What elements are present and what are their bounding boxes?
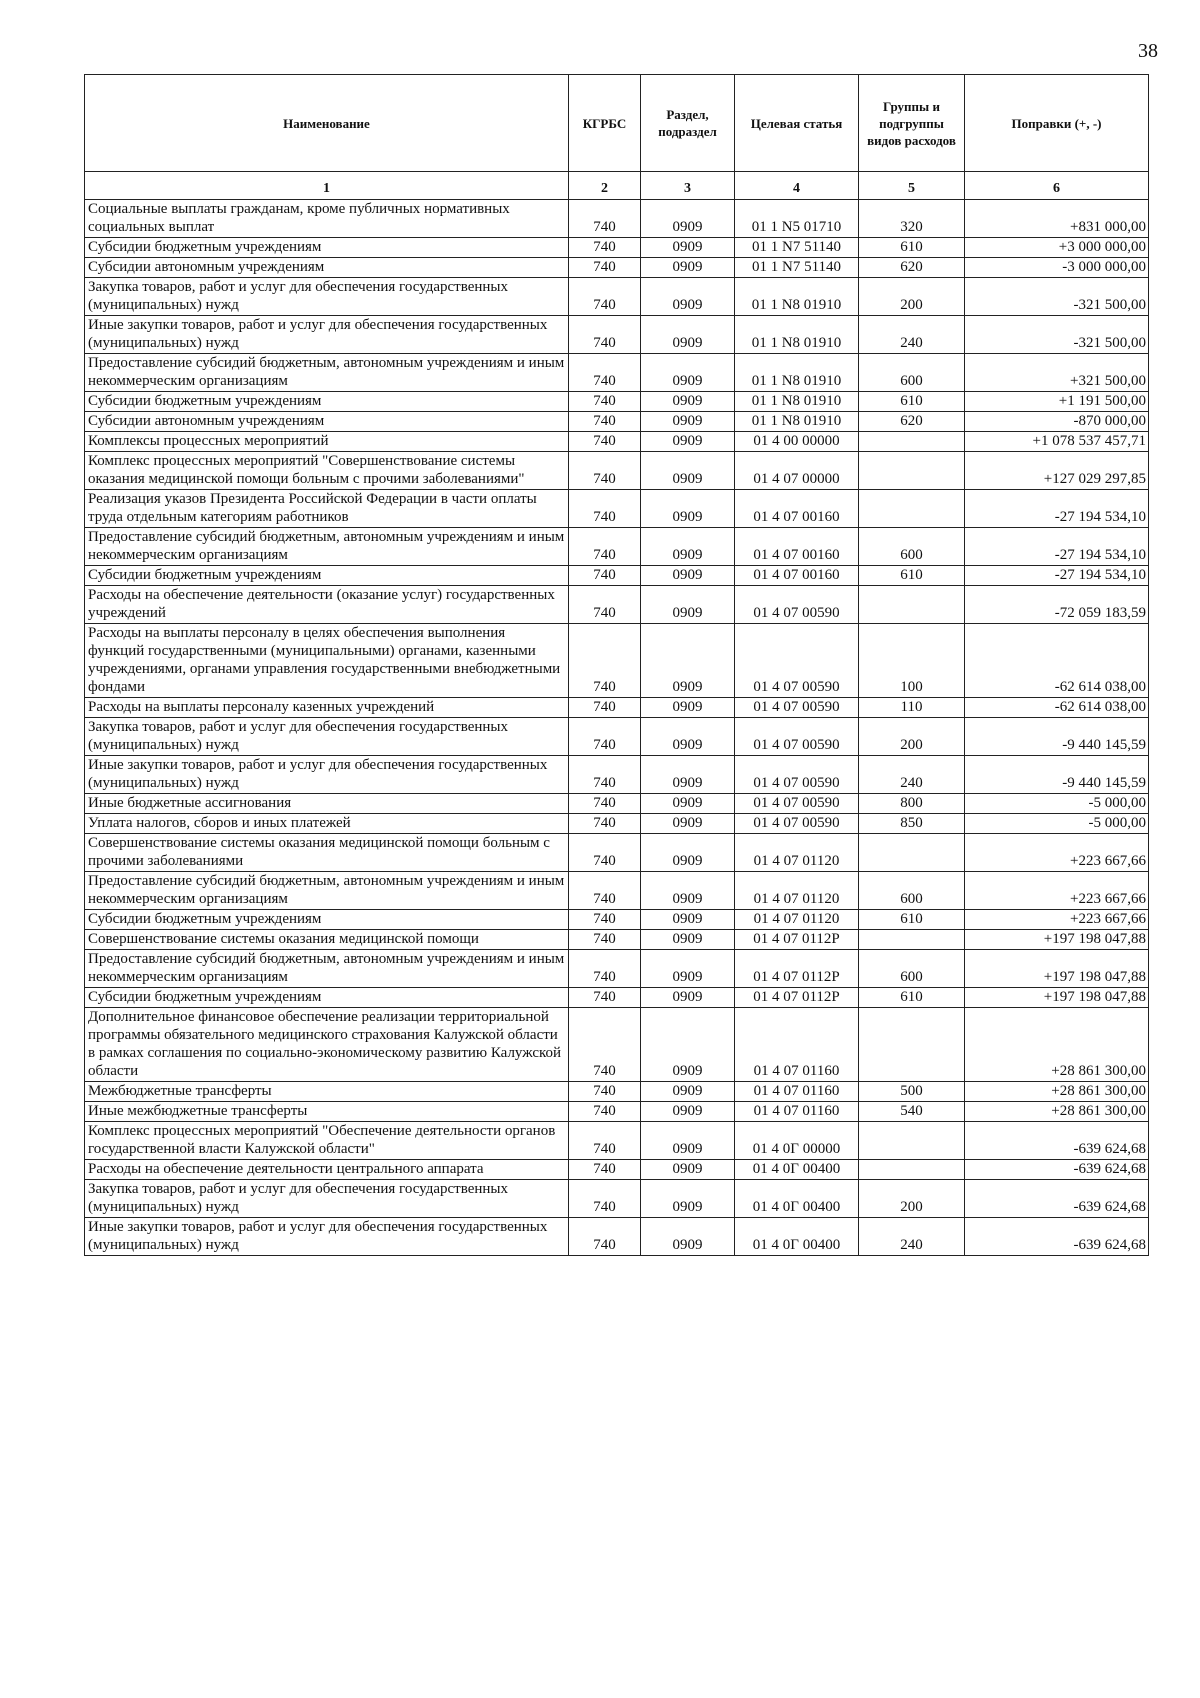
header-kgrbs: КГРБС xyxy=(569,75,641,172)
row-kgrbs: 740 xyxy=(569,528,641,566)
table-row xyxy=(85,566,1149,586)
row-name: Реализация указов Президента Российской Федерации в части оплаты труда отдельным категориям работников xyxy=(85,490,569,528)
table-row xyxy=(85,412,1149,432)
row-section: 0909 xyxy=(641,1180,735,1218)
row-section: 0909 xyxy=(641,1122,735,1160)
table-row xyxy=(85,698,1149,718)
row-kgrbs: 740 xyxy=(569,412,641,432)
column-number: 3 xyxy=(641,172,735,200)
table-row xyxy=(85,432,1149,452)
row-amount: +1 191 500,00 xyxy=(965,392,1149,412)
row-amount: -639 624,68 xyxy=(965,1160,1149,1180)
table-row xyxy=(85,200,1149,238)
row-name: Социальные выплаты гражданам, кроме публичных нормативных социальных выплат xyxy=(85,200,569,238)
row-section: 0909 xyxy=(641,528,735,566)
table-row xyxy=(85,834,1149,872)
row-group: 240 xyxy=(859,316,965,354)
row-amount: +1 078 537 457,71 xyxy=(965,432,1149,452)
row-name: Расходы на выплаты персоналу в целях обеспечения выполнения функций государственными (муниципальными) органами, казенными учреждениями, органами управления государственными внебюджетными фондами xyxy=(85,624,569,698)
table-row xyxy=(85,528,1149,566)
row-section: 0909 xyxy=(641,624,735,698)
row-name: Совершенствование системы оказания медицинской помощи больным с прочими заболеваниями xyxy=(85,834,569,872)
row-section: 0909 xyxy=(641,278,735,316)
row-group xyxy=(859,490,965,528)
page-number: 38 xyxy=(1138,40,1158,62)
row-amount: -639 624,68 xyxy=(965,1122,1149,1160)
column-number: 4 xyxy=(735,172,859,200)
row-group xyxy=(859,834,965,872)
row-section: 0909 xyxy=(641,490,735,528)
row-amount: -639 624,68 xyxy=(965,1218,1149,1256)
row-article: 01 4 07 01120 xyxy=(735,834,859,872)
column-number: 6 xyxy=(965,172,1149,200)
row-group xyxy=(859,586,965,624)
row-group: 240 xyxy=(859,1218,965,1256)
row-kgrbs: 740 xyxy=(569,698,641,718)
row-group: 320 xyxy=(859,200,965,238)
row-amount: -321 500,00 xyxy=(965,316,1149,354)
row-group: 600 xyxy=(859,354,965,392)
row-article: 01 4 0Г 00000 xyxy=(735,1122,859,1160)
row-name: Закупка товаров, работ и услуг для обеспечения государственных (муниципальных) нужд xyxy=(85,278,569,316)
row-name: Иные бюджетные ассигнования xyxy=(85,794,569,814)
row-article: 01 1 N8 01910 xyxy=(735,412,859,432)
row-name: Совершенствование системы оказания медицинской помощи xyxy=(85,930,569,950)
table-row xyxy=(85,278,1149,316)
row-article: 01 4 07 00590 xyxy=(735,794,859,814)
table-body xyxy=(85,200,1149,1256)
row-section: 0909 xyxy=(641,794,735,814)
row-name: Предоставление субсидий бюджетным, автономным учреждениям и иным некоммерческим организациям xyxy=(85,950,569,988)
row-name: Субсидии автономным учреждениям xyxy=(85,258,569,278)
table-row xyxy=(85,624,1149,698)
row-section: 0909 xyxy=(641,756,735,794)
row-amount: -3 000 000,00 xyxy=(965,258,1149,278)
row-section: 0909 xyxy=(641,412,735,432)
row-amount: -27 194 534,10 xyxy=(965,528,1149,566)
row-name: Субсидии бюджетным учреждениям xyxy=(85,910,569,930)
table-row xyxy=(85,392,1149,412)
row-kgrbs: 740 xyxy=(569,586,641,624)
table-row xyxy=(85,872,1149,910)
row-kgrbs: 740 xyxy=(569,910,641,930)
row-article: 01 4 07 0112P xyxy=(735,930,859,950)
row-group: 200 xyxy=(859,1180,965,1218)
row-name: Расходы на обеспечение деятельности (оказание услуг) государственных учреждений xyxy=(85,586,569,624)
table-row xyxy=(85,258,1149,278)
row-name: Дополнительное финансовое обеспечение реализации территориальной программы обязательного медицинского страхования Калужской области в рамках соглашения по социально-экономическому развитию Калужской области xyxy=(85,1008,569,1082)
table-row xyxy=(85,1082,1149,1102)
row-amount: -639 624,68 xyxy=(965,1180,1149,1218)
table-row xyxy=(85,238,1149,258)
row-article: 01 4 07 00590 xyxy=(735,756,859,794)
row-name: Межбюджетные трансферты xyxy=(85,1082,569,1102)
row-group: 850 xyxy=(859,814,965,834)
header-section: Раздел, подраздел xyxy=(641,75,735,172)
row-kgrbs: 740 xyxy=(569,238,641,258)
table-row xyxy=(85,910,1149,930)
row-kgrbs: 740 xyxy=(569,1160,641,1180)
row-kgrbs: 740 xyxy=(569,872,641,910)
row-article: 01 4 0Г 00400 xyxy=(735,1218,859,1256)
row-group: 610 xyxy=(859,392,965,412)
row-group: 620 xyxy=(859,258,965,278)
row-article: 01 4 07 01120 xyxy=(735,910,859,930)
row-section: 0909 xyxy=(641,452,735,490)
row-name: Предоставление субсидий бюджетным, автономным учреждениям и иным некоммерческим организациям xyxy=(85,872,569,910)
table-row xyxy=(85,1180,1149,1218)
row-article: 01 1 N7 51140 xyxy=(735,258,859,278)
table-row xyxy=(85,988,1149,1008)
table-row xyxy=(85,316,1149,354)
row-group: 500 xyxy=(859,1082,965,1102)
row-kgrbs: 740 xyxy=(569,624,641,698)
row-name: Предоставление субсидий бюджетным, автономным учреждениям и иным некоммерческим организациям xyxy=(85,528,569,566)
row-name: Субсидии автономным учреждениям xyxy=(85,412,569,432)
row-amount: +197 198 047,88 xyxy=(965,950,1149,988)
row-section: 0909 xyxy=(641,1082,735,1102)
row-name: Расходы на обеспечение деятельности центрального аппарата xyxy=(85,1160,569,1180)
row-article: 01 4 07 0112P xyxy=(735,988,859,1008)
row-article: 01 4 07 0112P xyxy=(735,950,859,988)
row-kgrbs: 740 xyxy=(569,354,641,392)
column-number-row xyxy=(85,172,1149,200)
row-amount: +321 500,00 xyxy=(965,354,1149,392)
row-group xyxy=(859,1008,965,1082)
row-kgrbs: 740 xyxy=(569,718,641,756)
row-amount: -62 614 038,00 xyxy=(965,624,1149,698)
row-name: Закупка товаров, работ и услуг для обеспечения государственных (муниципальных) нужд xyxy=(85,718,569,756)
header-article: Целевая статья xyxy=(735,75,859,172)
row-amount: -72 059 183,59 xyxy=(965,586,1149,624)
row-section: 0909 xyxy=(641,1008,735,1082)
row-kgrbs: 740 xyxy=(569,988,641,1008)
row-amount: -870 000,00 xyxy=(965,412,1149,432)
row-group: 600 xyxy=(859,950,965,988)
row-amount: +3 000 000,00 xyxy=(965,238,1149,258)
table-row xyxy=(85,452,1149,490)
row-article: 01 4 07 00590 xyxy=(735,586,859,624)
row-kgrbs: 740 xyxy=(569,200,641,238)
row-section: 0909 xyxy=(641,1102,735,1122)
row-amount: +28 861 300,00 xyxy=(965,1082,1149,1102)
row-section: 0909 xyxy=(641,988,735,1008)
row-article: 01 4 07 01120 xyxy=(735,872,859,910)
row-group: 540 xyxy=(859,1102,965,1122)
row-group: 610 xyxy=(859,988,965,1008)
row-kgrbs: 740 xyxy=(569,1122,641,1160)
row-name: Уплата налогов, сборов и иных платежей xyxy=(85,814,569,834)
row-section: 0909 xyxy=(641,586,735,624)
row-section: 0909 xyxy=(641,200,735,238)
row-section: 0909 xyxy=(641,698,735,718)
table-row xyxy=(85,1102,1149,1122)
row-amount: -9 440 145,59 xyxy=(965,756,1149,794)
row-section: 0909 xyxy=(641,354,735,392)
table-row xyxy=(85,586,1149,624)
row-article: 01 4 07 01160 xyxy=(735,1102,859,1122)
row-name: Субсидии бюджетным учреждениям xyxy=(85,988,569,1008)
column-number: 2 xyxy=(569,172,641,200)
row-amount: -9 440 145,59 xyxy=(965,718,1149,756)
column-number: 5 xyxy=(859,172,965,200)
row-group: 600 xyxy=(859,528,965,566)
row-article: 01 4 07 00000 xyxy=(735,452,859,490)
row-amount: -62 614 038,00 xyxy=(965,698,1149,718)
row-name: Комплексы процессных мероприятий xyxy=(85,432,569,452)
row-article: 01 1 N7 51140 xyxy=(735,238,859,258)
row-group xyxy=(859,1122,965,1160)
row-section: 0909 xyxy=(641,258,735,278)
table-row xyxy=(85,1218,1149,1256)
row-amount: +28 861 300,00 xyxy=(965,1008,1149,1082)
row-amount: +28 861 300,00 xyxy=(965,1102,1149,1122)
row-kgrbs: 740 xyxy=(569,490,641,528)
table-row xyxy=(85,950,1149,988)
row-name: Иные закупки товаров, работ и услуг для обеспечения государственных (муниципальных) нужд xyxy=(85,1218,569,1256)
header-name: Наименование xyxy=(85,75,569,172)
row-kgrbs: 740 xyxy=(569,794,641,814)
row-amount: -27 194 534,10 xyxy=(965,490,1149,528)
row-article: 01 1 N8 01910 xyxy=(735,354,859,392)
row-kgrbs: 740 xyxy=(569,1008,641,1082)
row-kgrbs: 740 xyxy=(569,814,641,834)
row-article: 01 4 07 01160 xyxy=(735,1082,859,1102)
row-kgrbs: 740 xyxy=(569,930,641,950)
row-section: 0909 xyxy=(641,392,735,412)
row-name: Комплекс процессных мероприятий "Обеспечение деятельности органов государственной власти Калужской области" xyxy=(85,1122,569,1160)
table-row xyxy=(85,1122,1149,1160)
table-row xyxy=(85,1160,1149,1180)
row-name: Субсидии бюджетным учреждениям xyxy=(85,238,569,258)
row-section: 0909 xyxy=(641,814,735,834)
row-group: 800 xyxy=(859,794,965,814)
row-kgrbs: 740 xyxy=(569,258,641,278)
row-amount: +223 667,66 xyxy=(965,910,1149,930)
row-group: 100 xyxy=(859,624,965,698)
row-name: Расходы на выплаты персоналу казенных учреждений xyxy=(85,698,569,718)
row-amount: +223 667,66 xyxy=(965,834,1149,872)
row-article: 01 4 00 00000 xyxy=(735,432,859,452)
table-row xyxy=(85,930,1149,950)
row-section: 0909 xyxy=(641,432,735,452)
row-kgrbs: 740 xyxy=(569,1082,641,1102)
row-amount: -27 194 534,10 xyxy=(965,566,1149,586)
row-amount: +127 029 297,85 xyxy=(965,452,1149,490)
row-article: 01 1 N8 01910 xyxy=(735,316,859,354)
row-section: 0909 xyxy=(641,910,735,930)
row-article: 01 4 07 00160 xyxy=(735,490,859,528)
row-group: 110 xyxy=(859,698,965,718)
row-name: Комплекс процессных мероприятий "Совершенствование системы оказания медицинской помощи больным с прочими заболеваниями" xyxy=(85,452,569,490)
row-group xyxy=(859,1160,965,1180)
row-amount: +831 000,00 xyxy=(965,200,1149,238)
row-article: 01 4 07 00590 xyxy=(735,814,859,834)
row-section: 0909 xyxy=(641,1160,735,1180)
column-number: 1 xyxy=(85,172,569,200)
row-kgrbs: 740 xyxy=(569,392,641,412)
table-row xyxy=(85,794,1149,814)
row-kgrbs: 740 xyxy=(569,432,641,452)
row-kgrbs: 740 xyxy=(569,1218,641,1256)
row-article: 01 1 N5 01710 xyxy=(735,200,859,238)
row-group: 600 xyxy=(859,872,965,910)
row-group: 200 xyxy=(859,278,965,316)
table-row xyxy=(85,814,1149,834)
row-group: 610 xyxy=(859,910,965,930)
row-kgrbs: 740 xyxy=(569,756,641,794)
header-group: Группы и подгруппы видов расходов xyxy=(859,75,965,172)
row-group: 620 xyxy=(859,412,965,432)
row-article: 01 4 07 00590 xyxy=(735,698,859,718)
row-name: Иные межбюджетные трансферты xyxy=(85,1102,569,1122)
row-group: 200 xyxy=(859,718,965,756)
row-name: Закупка товаров, работ и услуг для обеспечения государственных (муниципальных) нужд xyxy=(85,1180,569,1218)
row-article: 01 1 N8 01910 xyxy=(735,392,859,412)
row-section: 0909 xyxy=(641,1218,735,1256)
row-article: 01 4 07 00590 xyxy=(735,718,859,756)
row-amount: -5 000,00 xyxy=(965,794,1149,814)
row-name: Иные закупки товаров, работ и услуг для обеспечения государственных (муниципальных) нужд xyxy=(85,756,569,794)
budget-table-container xyxy=(84,74,1148,1256)
row-amount: -321 500,00 xyxy=(965,278,1149,316)
row-amount: +223 667,66 xyxy=(965,872,1149,910)
row-kgrbs: 740 xyxy=(569,834,641,872)
row-name: Иные закупки товаров, работ и услуг для обеспечения государственных (муниципальных) нужд xyxy=(85,316,569,354)
row-group xyxy=(859,452,965,490)
budget-amendments-table xyxy=(84,74,1149,1256)
row-name: Предоставление субсидий бюджетным, автономным учреждениям и иным некоммерческим организациям xyxy=(85,354,569,392)
header-row xyxy=(85,75,1149,172)
row-kgrbs: 740 xyxy=(569,950,641,988)
row-kgrbs: 740 xyxy=(569,566,641,586)
row-group xyxy=(859,432,965,452)
row-group: 610 xyxy=(859,566,965,586)
row-name: Субсидии бюджетным учреждениям xyxy=(85,392,569,412)
row-amount: +197 198 047,88 xyxy=(965,988,1149,1008)
row-group xyxy=(859,930,965,950)
row-section: 0909 xyxy=(641,930,735,950)
row-kgrbs: 740 xyxy=(569,278,641,316)
row-section: 0909 xyxy=(641,238,735,258)
row-section: 0909 xyxy=(641,566,735,586)
row-article: 01 4 07 01160 xyxy=(735,1008,859,1082)
row-section: 0909 xyxy=(641,718,735,756)
row-article: 01 4 07 00160 xyxy=(735,566,859,586)
table-row xyxy=(85,756,1149,794)
row-section: 0909 xyxy=(641,834,735,872)
row-article: 01 4 0Г 00400 xyxy=(735,1160,859,1180)
table-row xyxy=(85,718,1149,756)
row-section: 0909 xyxy=(641,950,735,988)
row-section: 0909 xyxy=(641,316,735,354)
row-amount: -5 000,00 xyxy=(965,814,1149,834)
table-row xyxy=(85,490,1149,528)
row-article: 01 4 0Г 00400 xyxy=(735,1180,859,1218)
row-kgrbs: 740 xyxy=(569,1180,641,1218)
row-kgrbs: 740 xyxy=(569,316,641,354)
table-row xyxy=(85,1008,1149,1082)
row-article: 01 4 07 00590 xyxy=(735,624,859,698)
header-amount: Поправки (+, -) xyxy=(965,75,1149,172)
row-amount: +197 198 047,88 xyxy=(965,930,1149,950)
table-row xyxy=(85,354,1149,392)
row-kgrbs: 740 xyxy=(569,1102,641,1122)
row-article: 01 1 N8 01910 xyxy=(735,278,859,316)
row-name: Субсидии бюджетным учреждениям xyxy=(85,566,569,586)
row-article: 01 4 07 00160 xyxy=(735,528,859,566)
row-section: 0909 xyxy=(641,872,735,910)
row-group: 610 xyxy=(859,238,965,258)
row-kgrbs: 740 xyxy=(569,452,641,490)
row-group: 240 xyxy=(859,756,965,794)
